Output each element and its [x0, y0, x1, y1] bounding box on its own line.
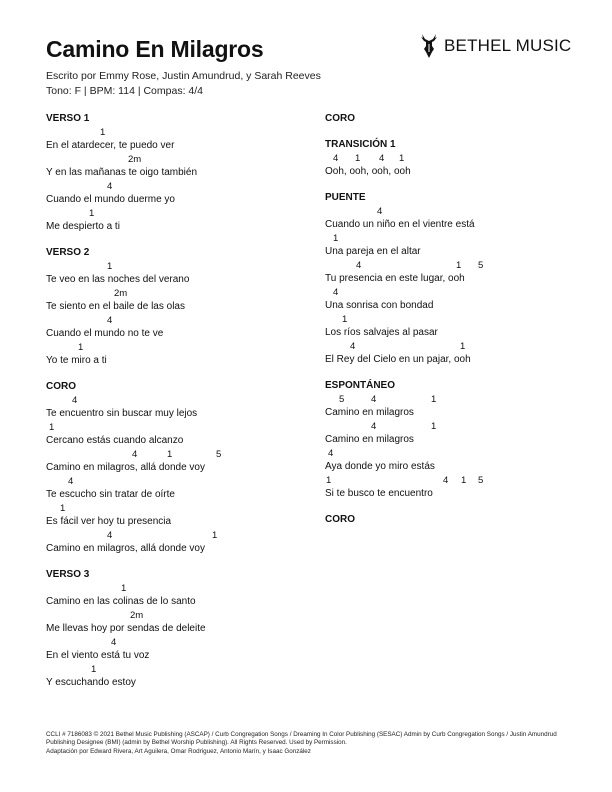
chord: 5 [216, 449, 222, 460]
section-verso-1 [46, 112, 306, 234]
copyright-text: CCLI # 7186083 © 2021 Bethel Music Publishing (ASCAP) / Curb Congregation Songs / Dreaming In Color Publishing (SESAC) Admin by Curb Congregation Songs / Justin Amundrud Publishing Designee (BMI) (admin by Bethel Worship Publishing). All Rights Reserved. Used by Permission. [46, 731, 557, 747]
chord: 1 [333, 233, 339, 244]
left-column [46, 112, 306, 702]
chord-line [46, 421, 306, 434]
chord: 2m [130, 610, 144, 621]
section-espontaneo [325, 379, 585, 501]
lyric-line: Y en las mañanas te oigo también [46, 167, 198, 178]
copyright-footer [46, 731, 566, 756]
chord: 5 [478, 260, 484, 271]
chord-line [46, 314, 306, 327]
lyric-line: Una sonrisa con bondad [325, 300, 434, 311]
chord-line [325, 474, 585, 487]
chord-line [46, 341, 306, 354]
lyric-line: En el viento está tu voz [46, 650, 150, 661]
chord: 4 [328, 448, 334, 459]
chord: 4 [72, 395, 78, 406]
lyric-line: Yo te miro a ti [46, 355, 107, 366]
chord: 4 [443, 475, 449, 486]
deer-head-icon [418, 32, 440, 60]
chord-line [46, 448, 306, 461]
lyric-line: Te encuentro sin buscar muy lejos [46, 408, 198, 419]
lyric-line: Te veo en las noches del verano [46, 274, 190, 285]
section-title: ESPONTÁNEO [325, 380, 396, 391]
lyric-line: Cercano estás cuando alcanzo [46, 435, 184, 446]
lyric-line: Me llevas hoy por sendas de deleite [46, 623, 206, 634]
chord: 5 [339, 394, 345, 405]
lyric-line: Camino en milagros [325, 407, 414, 418]
lyric-line: Cuando el mundo duerme yo [46, 194, 175, 205]
chord: 1 [89, 208, 95, 219]
bethel-music-logo [418, 32, 571, 60]
chord-line [325, 152, 585, 165]
lyric-line: En el atardecer, te puedo ver [46, 140, 175, 151]
chord-line [46, 582, 306, 595]
lyric-line: Es fácil ver hoy tu presencia [46, 516, 172, 527]
chord: 1 [91, 664, 97, 675]
lyric-line: Camino en milagros, allá donde voy [46, 462, 205, 473]
song-info: Tono: F | BPM: 114 | Compas: 4/4 [46, 85, 203, 97]
right-column [325, 112, 585, 539]
chord: 4 [371, 421, 377, 432]
section-puente [325, 191, 585, 367]
section-title: CORO [325, 113, 355, 124]
lyric-line: Si te busco te encuentro [325, 488, 433, 499]
chord: 1 [342, 314, 348, 325]
section-coro-final [325, 513, 585, 527]
section-coro-repeat [325, 112, 585, 126]
lyric-line: Camino en milagros, allá donde voy [46, 543, 205, 554]
chord: 4 [333, 287, 339, 298]
chord: 1 [431, 421, 437, 432]
chord: 4 [371, 394, 377, 405]
chord: 4 [107, 530, 113, 541]
chord-line [46, 636, 306, 649]
chord-line [46, 609, 306, 622]
chord-line [46, 260, 306, 273]
section-title: PUENTE [325, 192, 366, 203]
chord: 1 [460, 341, 466, 352]
chord: 1 [49, 422, 55, 433]
lyric-line: Una pareja en el altar [325, 246, 421, 257]
chord: 1 [100, 127, 106, 138]
lyric-line: Los ríos salvajes al pasar [325, 327, 438, 338]
section-title: TRANSICIÓN 1 [325, 139, 396, 150]
section-title: CORO [46, 381, 76, 392]
chord: 4 [379, 153, 385, 164]
lyric-line: El Rey del Cielo en un pajar, ooh [325, 354, 471, 365]
chord-line [46, 502, 306, 515]
lyric-line: Cuando un niño en el vientre está [325, 219, 475, 230]
chord: 1 [107, 261, 113, 272]
chord: 1 [456, 260, 462, 271]
chord: 4 [68, 476, 74, 487]
song-credits: Escrito por Emmy Rose, Justin Amundrud, y Sarah Reeves [46, 70, 321, 82]
lyric-line: Te siento en el baile de las olas [46, 301, 185, 312]
section-coro [46, 380, 306, 556]
section-title: VERSO 1 [46, 113, 90, 124]
section-title: CORO [325, 514, 355, 525]
chord: 4 [107, 315, 113, 326]
section-title: VERSO 3 [46, 569, 90, 580]
chord-line [46, 126, 306, 139]
chord: 4 [132, 449, 138, 460]
chord: 1 [78, 342, 84, 353]
chord-line [325, 205, 585, 218]
chord: 1 [121, 583, 127, 594]
song-title: Camino En Milagros [46, 36, 264, 62]
chord-line [46, 475, 306, 488]
chord: 5 [478, 475, 484, 486]
lyric-line: Camino en milagros [325, 434, 414, 445]
chord-line [46, 394, 306, 407]
chord: 4 [107, 181, 113, 192]
chord: 1 [212, 530, 218, 541]
chord-line [325, 286, 585, 299]
lyric-line: Camino en las colinas de lo santo [46, 596, 196, 607]
section-transicion-1 [325, 138, 585, 179]
chord: 1 [167, 449, 173, 460]
chord-line [46, 287, 306, 300]
chord-line [325, 340, 585, 353]
chord: 1 [60, 503, 66, 514]
logo-text: BETHEL MUSIC [444, 36, 572, 55]
lyric-line: Tu presencia en este lugar, ooh [325, 273, 465, 284]
section-title: VERSO 2 [46, 247, 90, 258]
chord: 4 [350, 341, 356, 352]
chord: 1 [431, 394, 437, 405]
chord-line [325, 259, 585, 272]
chord: 4 [333, 153, 339, 164]
chord: 1 [461, 475, 467, 486]
chord: 4 [111, 637, 117, 648]
lyric-line: Ooh, ooh, ooh, ooh [325, 166, 411, 177]
chord-line [46, 207, 306, 220]
chord-line [46, 529, 306, 542]
chord: 1 [399, 153, 405, 164]
chord: 4 [377, 206, 383, 217]
chord-line [46, 663, 306, 676]
chord-line [325, 313, 585, 326]
chord-line [46, 180, 306, 193]
chord-line [325, 232, 585, 245]
section-verso-3 [46, 568, 306, 690]
chord-line [325, 447, 585, 460]
section-verso-2 [46, 246, 306, 368]
adaptation-credits: Adaptación por Edward Rivera, Art Aguilera, Omar Rodriguez, Antonio Marín, y Isaac González [46, 747, 311, 755]
chord-line [325, 393, 585, 406]
lyric-line: Me despierto a ti [46, 221, 120, 232]
chord: 1 [355, 153, 361, 164]
chord-line [325, 420, 585, 433]
lyric-line: Y escuchando estoy [46, 677, 136, 688]
chord: 1 [326, 475, 332, 486]
lyric-line: Te escucho sin tratar de oírte [46, 489, 175, 500]
chord: 2m [128, 154, 142, 165]
chord: 4 [356, 260, 362, 271]
lyric-line: Aya donde yo miro estás [325, 461, 435, 472]
chord: 2m [114, 288, 128, 299]
chord-line [46, 153, 306, 166]
lyric-line: Cuando el mundo no te ve [46, 328, 164, 339]
